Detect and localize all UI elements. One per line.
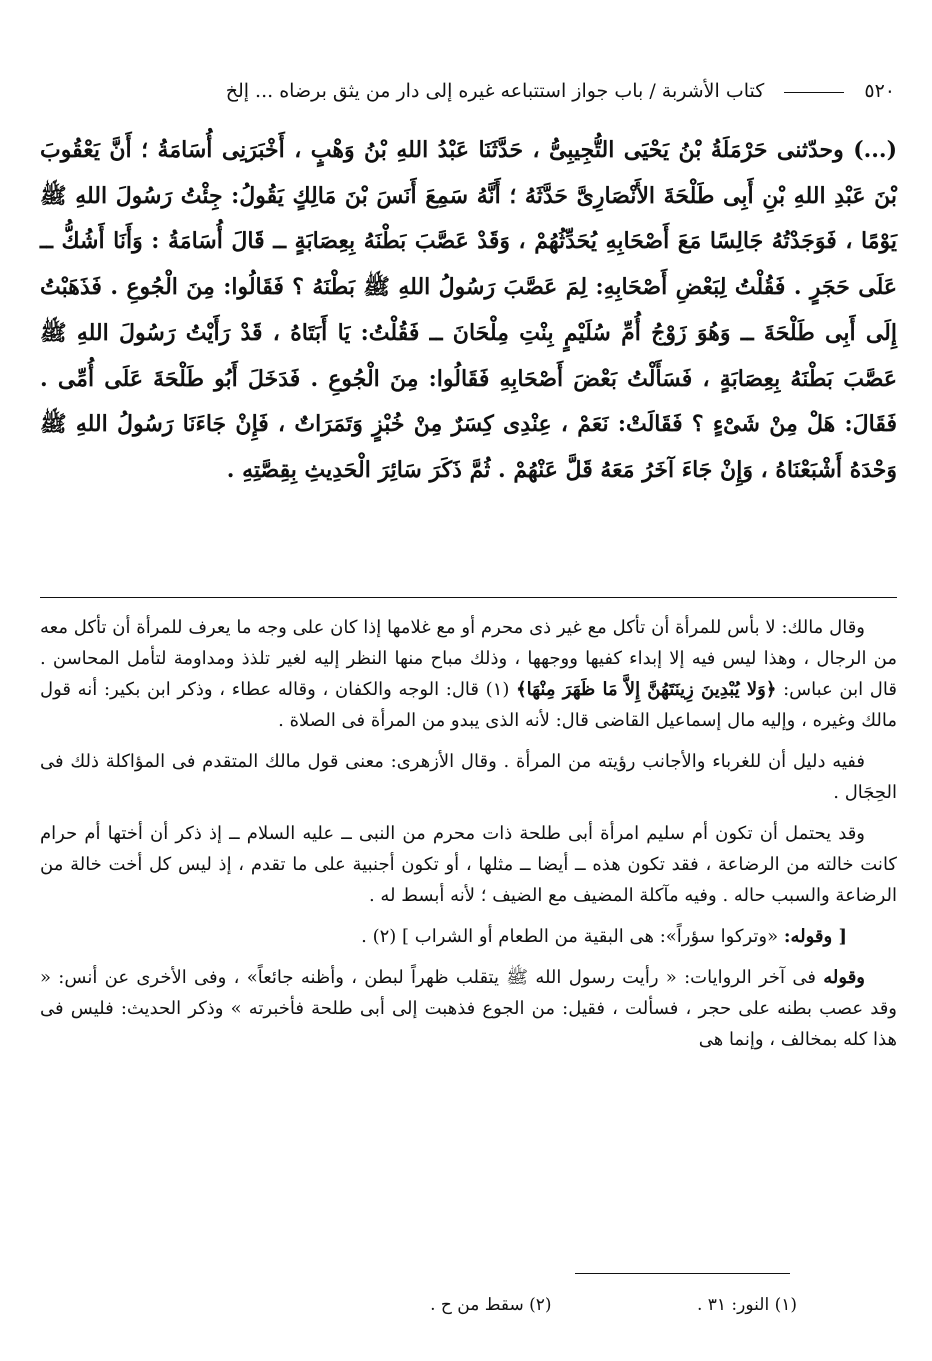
footnote-divider <box>575 1273 790 1274</box>
commentary-p4-lead: [ وقوله: <box>783 926 847 947</box>
commentary-paragraph-5 <box>40 962 897 1055</box>
section-divider <box>40 597 897 598</box>
quran-quote: ﴿وَلا يُبْدِينَ زِينَتَهُنَّ إِلاَّ مَا ظَهَرَ مِنْهَا﴾ <box>516 679 777 700</box>
commentary-p5-lead: وقوله <box>823 967 865 988</box>
footnotes <box>40 1290 797 1320</box>
commentary-p5-text: فى آخر الروايات: « رأيت رسول الله ﷺ يتقلب ظهراً لبطن ، وأظنه جائعاً» ، وفى الأخرى عن أنس: « وقد عصب بطنه على حجر ، فسألت ، فقيل: من الجوع فذهبت إلى أبى طلحة فأخبرته » وذكر الحديث: فليس فى هذا كله بمخالف ، وإنما هى <box>40 967 897 1050</box>
hadith-text-block <box>40 128 897 494</box>
running-title: كتاب الأشربة / باب جواز استتباعه غيره إلى دار من يثق برضاه ... إلخ <box>225 80 765 102</box>
commentary-p1-rest: (١) قال: الوجه والكفان ، وقاله عطاء ، وذكر ابن بكير: أنه قول مالك وغيره ، وإليه مال إسماعيل القاضى قال: لأنه الذى يبدو من المرأة فى الصلاة . <box>40 679 897 731</box>
commentary-p1-text: وقال مالك: لا بأس للمرأة أن تأكل مع غير ذى محرم أو مع غلامها إذا كان على وجه ما يعرف للمرأة أن تأكل معه من الرجال ، وهذا ليس فيه إلا إبداء كفيها ووجهها ، وذلك مباح منها النظر إليه لغير تلذذ ومداومة لتأمل المحاسن . قال ابن عباس: <box>40 617 897 700</box>
commentary-paragraph-4 <box>40 921 897 952</box>
footnote-2: (٢) سقط من ح . <box>430 1295 552 1315</box>
commentary-block <box>40 612 897 1065</box>
running-header <box>40 74 895 108</box>
commentary-paragraph-1 <box>40 612 897 736</box>
commentary-p4-text: «وتركوا سؤراً»: هى البقية من الطعام أو الشراب ] (٢) . <box>361 926 779 947</box>
header-dash <box>784 92 844 93</box>
commentary-paragraph-2: ففيه دليل أن للغرباء والأجانب رؤيته من المرأة . وقال الأزهرى: معنى قول مالك المتقدم فى المؤاكلة ذلك فى الحِجَال . <box>40 751 897 803</box>
hadith-paragraph: (...) وحدّثنى حَرْمَلَةُ بْنُ يَحْيَى التُّجِيبِىُّ ، حَدَّثَنَا عَبْدُ اللهِ بْنُ وَهْبٍ ، أَخْبَرَنِى أُسَامَةُ ؛ أَنَّ يَعْقُوبَ بْنَ عَبْدِ اللهِ بْنِ أَبِى طَلْحَةَ الأَنْصَارِىَّ حَدَّثَهُ ؛ أَنَّهُ سَمِعَ أَنَسَ بْنَ مَالِكٍ يَقُولُ: جِئْتُ رَسُولَ اللهِ ﷺ يَوْمًا ، فَوَجَدْتُهُ جَالِسًا مَعَ أَصْحَابِهِ يُحَدِّثُهُمْ ، وَقَدْ عَصَّبَ بَطْنَهُ بِعِصَابَةٍ ــ قَالَ أُسَامَةُ : وَأَنَا أَشُكُّ ــ عَلَى حَجَرٍ . فَقُلْتُ لِبَعْضِ أَصْحَابِهِ: لِمَ عَصَّبَ رَسُولُ اللهِ ﷺ بَطْنَهُ ؟ فَقَالُوا: مِنَ الْجُوعِ . فَذَهَبْتُ إِلَى أَبِى طَلْحَةَ ــ وَهُوَ زَوْجُ أُمِّ سُلَيْمٍ بِنْتِ مِلْحَانَ ــ فَقُلْتُ: يَا أَبَتَاهُ ، قَدْ رَأَيْتُ رَسُولَ اللهِ ﷺ عَصَّبَ بَطْنَهُ بِعِصَابَةٍ ، فَسَأَلْتُ بَعْضَ أَصْحَابِهِ فَقَالُوا: مِنَ الْجُوعِ . فَدَخَلَ أَبُو طَلْحَةَ عَلَى أُمِّى . فَقَالَ: هَلْ مِنْ شَىْءٍ ؟ فَقَالَتْ: نَعَمْ ، عِنْدِى كِسَرٌ مِنْ خُبْزٍ وَتَمَرَاتٌ ، فَإِنْ جَاءَنَا رَسُولُ اللهِ ﷺ وَحْدَهُ أَشْبَعْنَاهُ ، وَإِنْ جَاءَ آخَرُ مَعَهُ قَلَّ عَنْهُمْ . ثُمَّ ذَكَرَ سَائِرَ الْحَدِيثِ بِقِصَّتِهِ . <box>40 137 897 483</box>
commentary-paragraph-3: وقد يحتمل أن تكون أم سليم امرأة أبى طلحة ذات محرم من النبى ــ عليه السلام ــ إذ ذكر أن أختها أم حرام كانت خالته من الرضاعة ، فقد تكون هذه ــ أيضا ــ مثلها ، أو تكون أجنبية على ما تقدم ، إذ ليس كل أخت خالة من الرضاعة والسبب حاله . وفيه مآكلة المضيف مع الضيف ؛ لأنه أبسط له . <box>40 823 897 906</box>
page-number: ٥٢٠ <box>864 80 895 102</box>
footnote-1: (١) النور: ٣١ . <box>696 1295 797 1315</box>
